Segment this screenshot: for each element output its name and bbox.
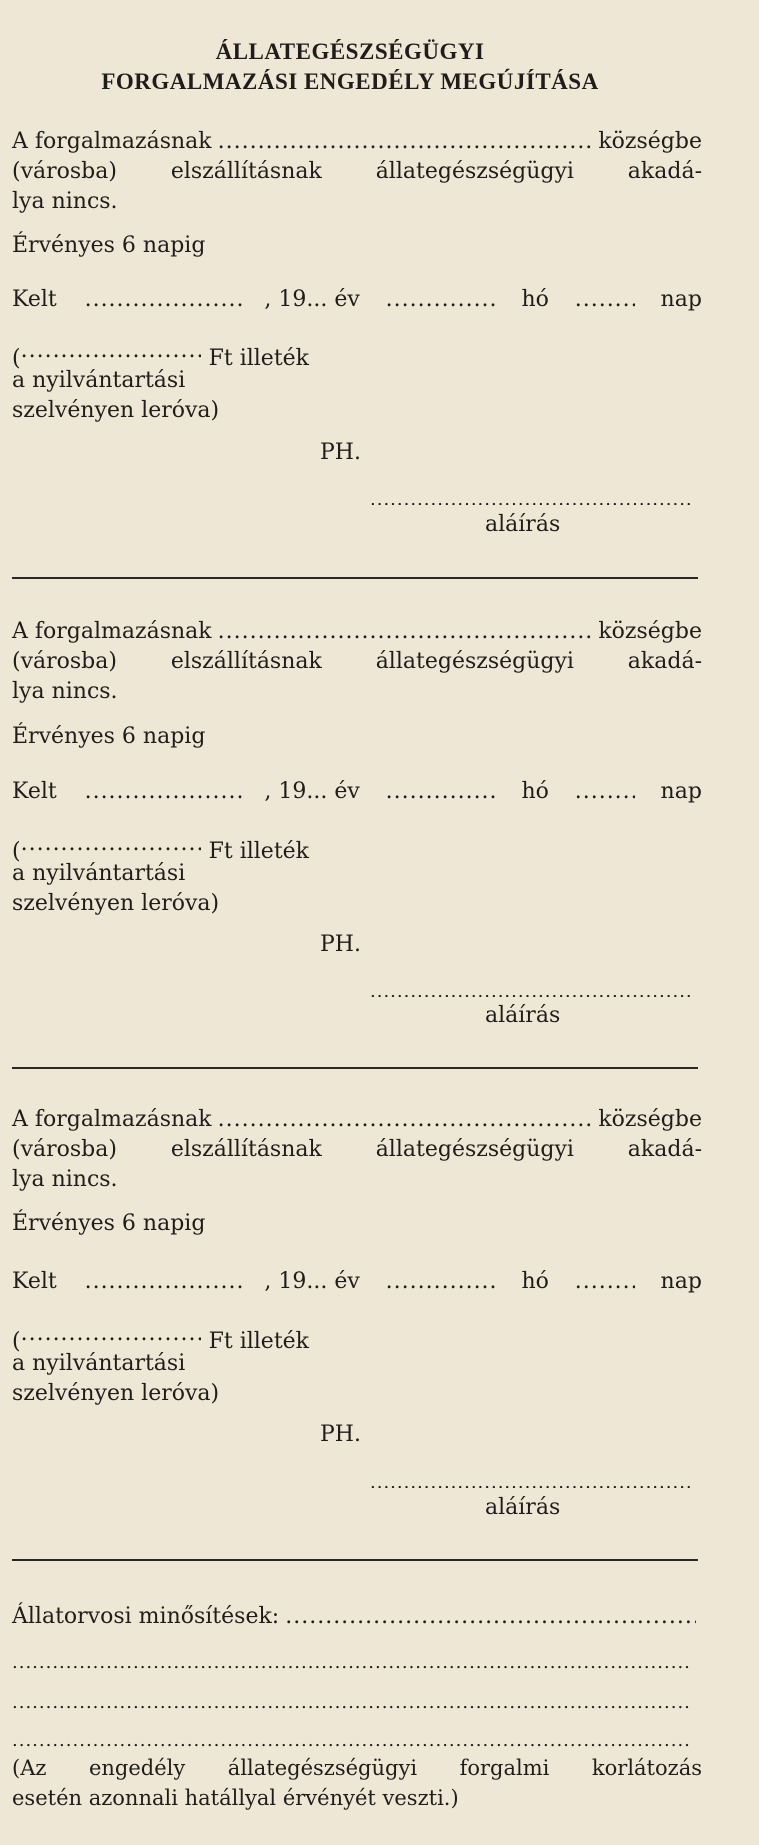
intro-end: községbe (598, 1107, 702, 1132)
stamp-label: PH. (320, 1422, 361, 1447)
day-field[interactable] (575, 778, 635, 806)
intro-line-2: (városba) elszállításnak állategészségügyi akadá- (12, 1137, 702, 1162)
fee-label: Ft illeték (208, 1329, 310, 1354)
place-field[interactable] (85, 286, 245, 314)
validity-text: Érvényes 6 napig (12, 1211, 206, 1236)
fee-line-3: szelvényen leróva) (12, 398, 220, 423)
intro-end: községbe (598, 129, 702, 154)
year-label: , 19... év (264, 287, 360, 312)
validity-note-line1: (Az engedély állategészségügyi forgalmi korlátozás (12, 1756, 702, 1780)
fee-line-3: szelvényen leróva) (12, 1381, 220, 1406)
intro-line (12, 1106, 702, 1134)
vet-label: Állatorvosi minősítések: (12, 1604, 280, 1629)
validity-text: Érvényes 6 napig (12, 233, 206, 258)
fee-open: ( (12, 839, 21, 864)
vet-dotted-line[interactable] (12, 1697, 692, 1709)
year-label: , 19... év (264, 1269, 360, 1294)
form-title-line1: ÁLLATEGÉSZSÉGÜGYI (215, 39, 485, 64)
intro-start: A forgalmazásnak (12, 1107, 212, 1132)
signature-label: aláírás (485, 1003, 561, 1028)
intro-line-2: (városba) elszállításnak állategészségügyi akadá- (12, 649, 702, 674)
month-label: hó (521, 779, 549, 804)
month-label: hó (521, 287, 549, 312)
intro-line-3: lya nincs. (12, 679, 118, 704)
intro-line-3: lya nincs. (12, 1167, 118, 1192)
fee-label: Ft illeték (208, 346, 310, 371)
form-title-line2: FORGALMAZÁSI ENGEDÉLY MEGÚJÍTÁSA (101, 69, 599, 94)
day-label: nap (660, 1269, 702, 1294)
vet-line (12, 1603, 702, 1631)
signature-label: aláírás (485, 512, 561, 537)
intro-line (12, 618, 702, 646)
municipality-field[interactable] (218, 618, 593, 646)
day-label: nap (660, 779, 702, 804)
section-divider (12, 1067, 698, 1069)
kelt-label: Kelt (12, 779, 57, 804)
fee-label: Ft illeték (208, 839, 310, 864)
signature-label: aláírás (485, 1495, 561, 1520)
vet-field[interactable] (285, 1603, 696, 1631)
stamp-label: PH. (320, 440, 361, 465)
month-field[interactable] (386, 286, 496, 314)
date-line (12, 1268, 702, 1296)
municipality-field[interactable] (218, 128, 593, 156)
fee-line-2: a nyilvántartási (12, 368, 186, 393)
vet-dotted-line[interactable] (12, 1735, 692, 1747)
intro-start: A forgalmazásnak (12, 129, 212, 154)
kelt-label: Kelt (12, 287, 57, 312)
intro-end: községbe (598, 619, 702, 644)
vet-dotted-line[interactable] (12, 1657, 692, 1669)
signature-field[interactable] (370, 495, 690, 505)
day-field[interactable] (575, 286, 635, 314)
month-field[interactable] (386, 1268, 496, 1296)
day-label: nap (660, 287, 702, 312)
intro-line-2: (városba) elszállításnak állategészségügyi akadá- (12, 159, 702, 184)
signature-field[interactable] (370, 1478, 690, 1488)
fee-open: ( (12, 346, 21, 371)
stamp-label: PH. (320, 932, 361, 957)
section-divider (12, 1559, 698, 1561)
signature-field[interactable] (370, 987, 690, 997)
validity-note-line2: esetén azonnali hatállyal érvényét veszti.) (12, 1786, 459, 1810)
month-field[interactable] (386, 778, 496, 806)
validity-text: Érvényes 6 napig (12, 724, 206, 749)
fee-field[interactable] (21, 1320, 201, 1348)
fee-line-2: a nyilvántartási (12, 1351, 186, 1376)
intro-line (12, 128, 702, 156)
month-label: hó (521, 1269, 549, 1294)
kelt-label: Kelt (12, 1269, 57, 1294)
year-label: , 19... év (264, 779, 360, 804)
intro-start: A forgalmazásnak (12, 619, 212, 644)
fee-line-3: szelvényen leróva) (12, 891, 220, 916)
municipality-field[interactable] (218, 1106, 593, 1134)
date-line (12, 778, 702, 806)
date-line (12, 286, 702, 314)
fee-line-2: a nyilvántartási (12, 861, 186, 886)
day-field[interactable] (575, 1268, 635, 1296)
fee-field[interactable] (21, 337, 201, 365)
place-field[interactable] (85, 778, 245, 806)
fee-open: ( (12, 1329, 21, 1354)
intro-line-3: lya nincs. (12, 189, 118, 214)
section-divider (12, 577, 698, 579)
place-field[interactable] (85, 1268, 245, 1296)
fee-field[interactable] (21, 830, 201, 858)
